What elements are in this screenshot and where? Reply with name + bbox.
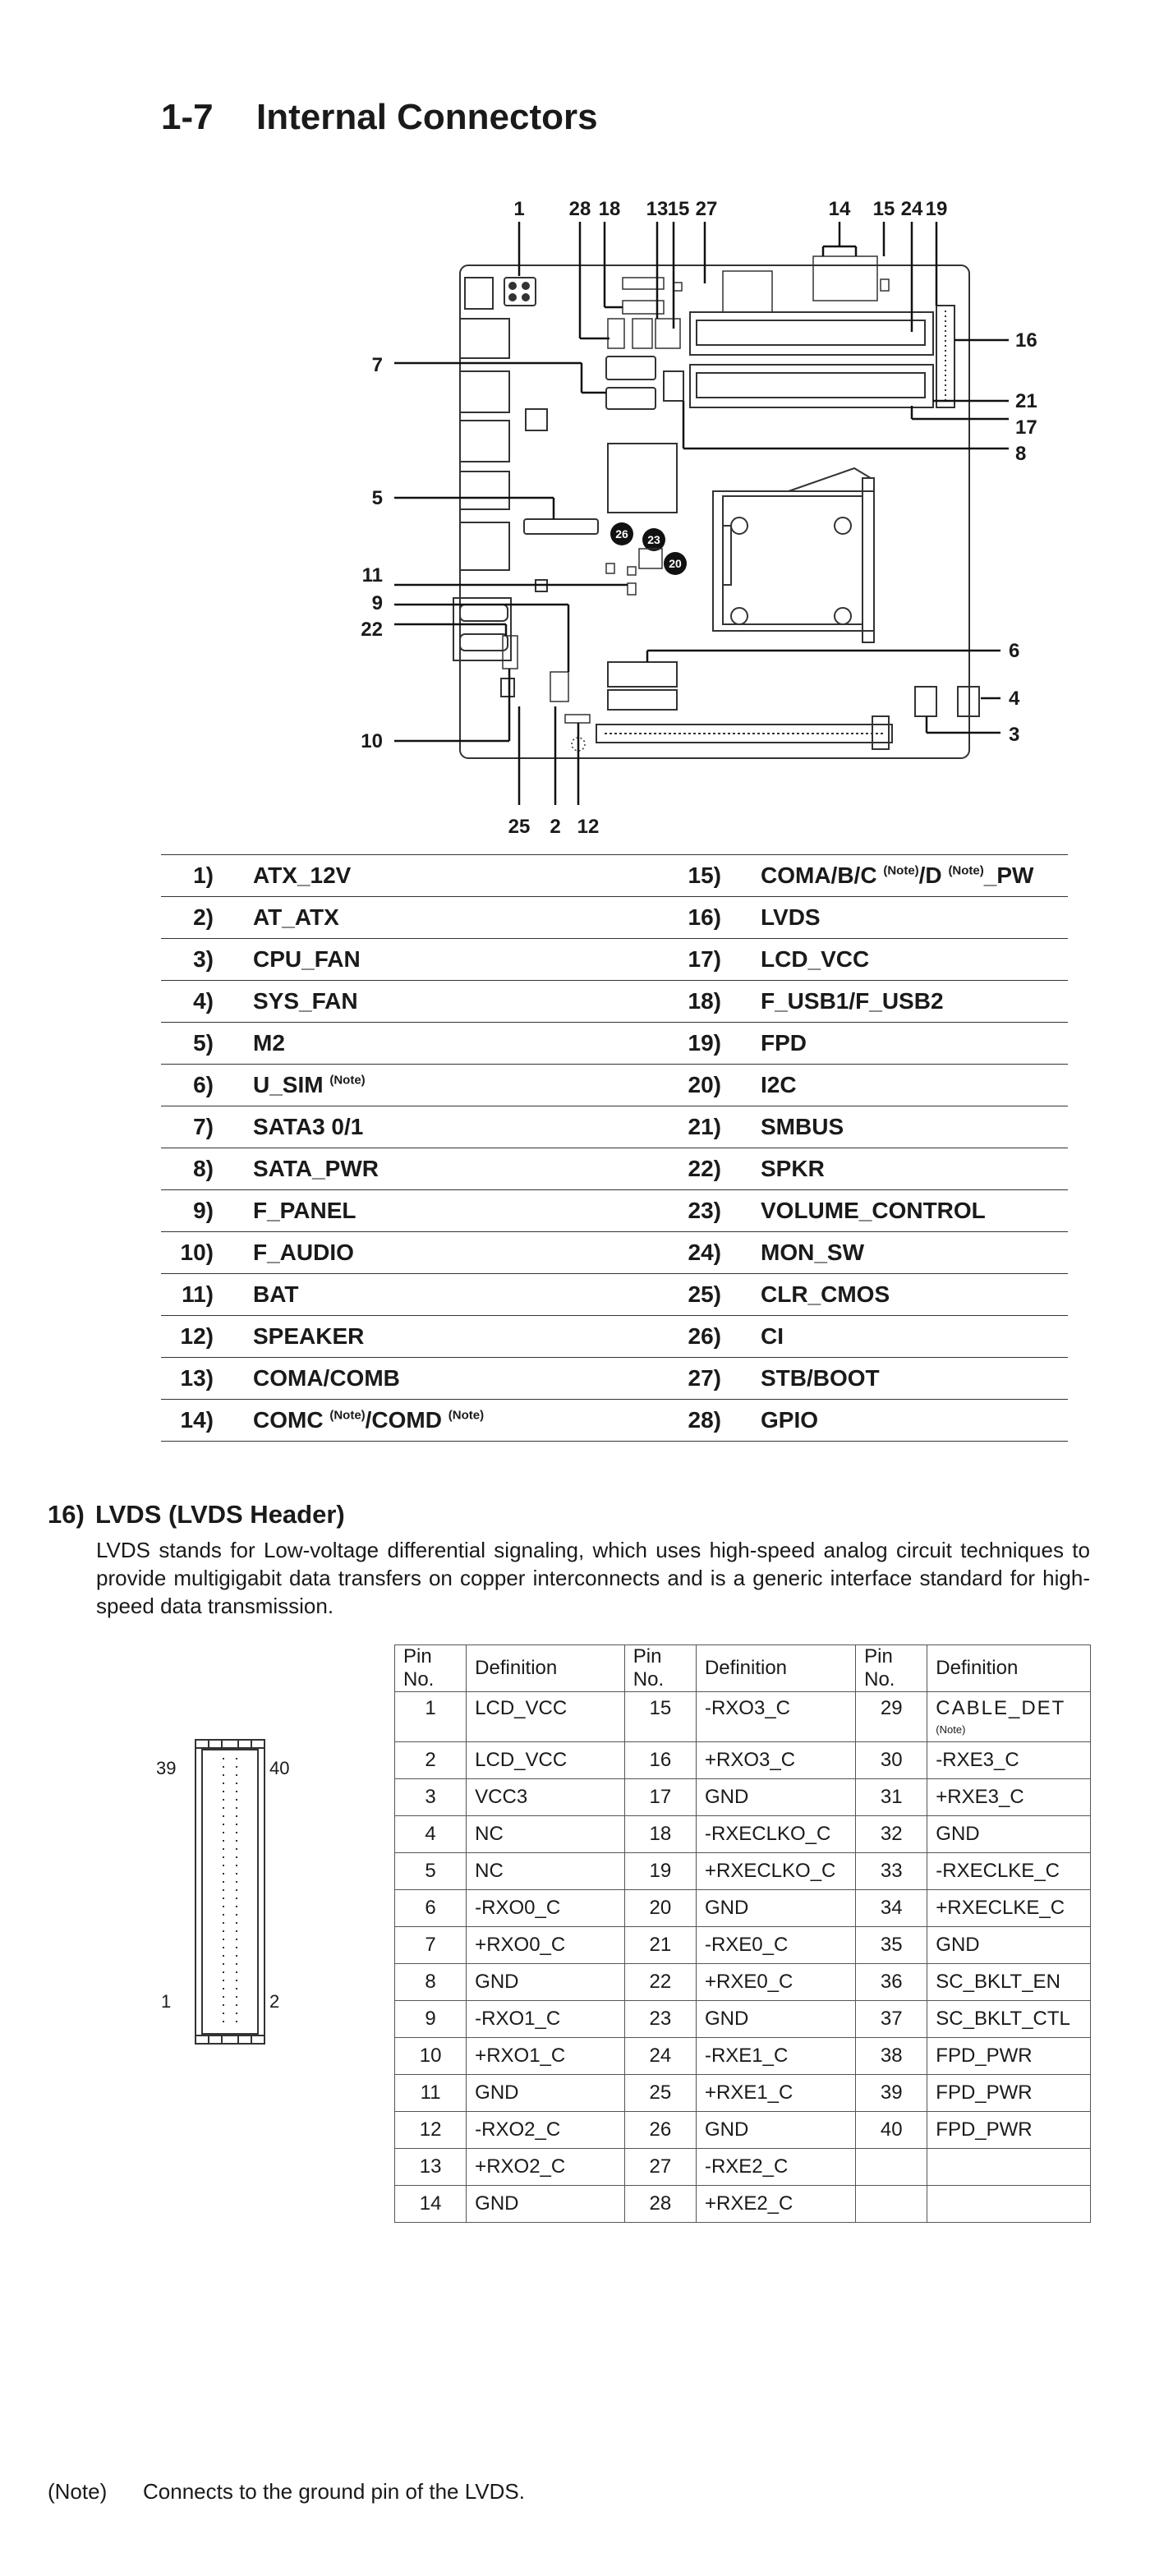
pin-definition-cell: SC_BKLT_CTL [927, 2001, 1091, 2038]
pin-definition-cell: SC_BKLT_EN [927, 1964, 1091, 2001]
pin-number-cell: 2 [395, 1742, 467, 1779]
pin-definition-cell: -RXE1_C [696, 2038, 855, 2075]
pin-definition-cell [927, 2186, 1091, 2223]
pin-number-cell: 24 [624, 2038, 696, 2075]
connector-num: 8) [161, 1148, 253, 1190]
connector-num: 13) [161, 1358, 253, 1400]
connector-name: BAT [253, 1274, 639, 1316]
connector-num: 26) [639, 1316, 761, 1358]
connector-num: 21) [639, 1106, 761, 1148]
connector-name: CLR_CMOS [761, 1274, 1068, 1316]
pin-number-cell: 22 [624, 1964, 696, 2001]
callout-4: 4 [1009, 688, 1020, 710]
pin-definition-cell: GND [696, 2001, 855, 2038]
pin-number-cell: 15 [624, 1692, 696, 1742]
pin-definition-cell: +RXO0_C [467, 1927, 625, 1964]
connector-name: AT_ATX [253, 897, 639, 939]
connector-num: 7) [161, 1106, 253, 1148]
callout-19: 19 [925, 198, 948, 220]
connector-name: VOLUME_CONTROL [761, 1190, 1068, 1232]
connector-list [161, 854, 1068, 1442]
pin-definition-cell [927, 2149, 1091, 2186]
callout-25: 25 [508, 816, 531, 838]
connector-row [161, 1400, 1068, 1442]
pin-number-cell: 13 [395, 2149, 467, 2186]
lvds-description: LVDS stands for Low-voltage differential signaling, which uses high-speed analog circuit techniques to provide multigigabit data transfers on copper interconnects and is a generic interface standard for high-speed data transmission. [96, 1538, 1090, 1618]
pin-number-cell: 39 [856, 2075, 927, 2112]
callout-17: 17 [1015, 416, 1037, 439]
pin-number-cell: 20 [624, 1890, 696, 1927]
col-definition: Definition [696, 1645, 855, 1692]
lvds-pin-label-2: 2 [269, 1991, 280, 2012]
pin-number-cell: 8 [395, 1964, 467, 2001]
callout-11: 11 [361, 564, 383, 586]
connector-row [161, 981, 1068, 1023]
section-heading: Internal Connectors [256, 97, 598, 137]
pin-definition-cell: +RXO1_C [467, 2038, 625, 2075]
pin-definition-cell: GND [696, 1890, 855, 1927]
connector-name: STB/BOOT [761, 1358, 1068, 1400]
connector-name: MON_SW [761, 1232, 1068, 1274]
chipset [526, 409, 677, 591]
callout-15: 15 [872, 198, 895, 220]
pin-table-row [395, 1853, 1091, 1890]
connector-name: COMA/B/C $^{(Note)}$/D $^{(Note)}$_PW [761, 855, 1068, 897]
pin-number-cell [856, 2149, 927, 2186]
pin-definition-cell: -RXECLKO_C [696, 1816, 855, 1853]
connector-name: F_AUDIO [253, 1232, 639, 1274]
pin-table-row [395, 2038, 1091, 2075]
pin-number-cell: 5 [395, 1853, 467, 1890]
pin-definition-cell: -RXE3_C [927, 1742, 1091, 1779]
connector-row [161, 897, 1068, 939]
pin-number-cell: 28 [624, 2186, 696, 2223]
pcie-slot [596, 716, 892, 749]
connector-num: 3) [161, 939, 253, 981]
connector-row [161, 1316, 1068, 1358]
connector-row [161, 1232, 1068, 1274]
lvds-pin-label-1: 1 [161, 1991, 172, 2012]
pin-definition-cell: LCD_VCC [467, 1692, 625, 1742]
connector-row [161, 855, 1068, 897]
pin-definition-cell: -RXECLKE_C [927, 1853, 1091, 1890]
connector-name: SYS_FAN [253, 981, 639, 1023]
pin-number-cell: 33 [856, 1853, 927, 1890]
connector-row [161, 1148, 1068, 1190]
connector-row [161, 939, 1068, 981]
pin-definition-cell: FPD_PWR [927, 2075, 1091, 2112]
pin-definition-cell: +RXO3_C [696, 1742, 855, 1779]
connector-num: 18) [639, 981, 761, 1023]
pin-number-cell: 36 [856, 1964, 927, 2001]
callout-12: 12 [577, 816, 600, 838]
chip-23: 23 [647, 533, 660, 546]
pin-definition-cell: CABLE_DET (Note) [927, 1692, 1091, 1742]
pin-definition-cell: +RXO2_C [467, 2149, 625, 2186]
connector-name: CI [761, 1316, 1068, 1358]
pin-number-cell: 40 [856, 2112, 927, 2149]
footnote-tag: (Note) [48, 2479, 108, 2504]
lvds-pin-table [394, 1644, 1091, 2223]
pin-table-row [395, 1692, 1091, 1742]
connector-name: SATA_PWR [253, 1148, 639, 1190]
connector-num: 16) [639, 897, 761, 939]
connector-name: COMA/COMB [253, 1358, 639, 1400]
connector-name: LCD_VCC [761, 939, 1068, 981]
callout-21: 21 [1015, 390, 1037, 412]
pin-definition-cell: FPD_PWR [927, 2038, 1091, 2075]
connector-name: GPIO [761, 1400, 1068, 1442]
m2-slot [524, 519, 598, 534]
pin-definition-cell: -RXO2_C [467, 2112, 625, 2149]
pin-definition-cell: NC [467, 1853, 625, 1890]
callout-3: 3 [1009, 724, 1020, 746]
callout-9: 9 [371, 592, 383, 614]
lvds-pin-label-40: 40 [269, 1758, 290, 1778]
pin-definition-cell: GND [467, 2186, 625, 2223]
atx-12v-connector [504, 278, 536, 306]
pin-definition-cell: GND [696, 2112, 855, 2149]
pin-table-row [395, 1779, 1091, 1816]
pin-definition-cell: +RXE2_C [696, 2186, 855, 2223]
chip-26: 26 [615, 527, 628, 540]
connector-name: I2C [761, 1065, 1068, 1106]
pin-table-row [395, 2186, 1091, 2223]
connector-name: SPKR [761, 1148, 1068, 1190]
pin-table-header [395, 1645, 1091, 1692]
connector-row [161, 1065, 1068, 1106]
pin-definition-cell: -RXO1_C [467, 2001, 625, 2038]
pin-number-cell: 4 [395, 1816, 467, 1853]
callout-28: 28 [568, 198, 591, 220]
col-definition: Definition [927, 1645, 1091, 1692]
connector-num: 11) [161, 1274, 253, 1316]
pin-definition-cell: -RXO0_C [467, 1890, 625, 1927]
callout-13: 13 [646, 198, 669, 220]
connector-num: 9) [161, 1190, 253, 1232]
col-definition: Definition [467, 1645, 625, 1692]
callout-7: 7 [371, 354, 383, 376]
pin-number-cell: 18 [624, 1816, 696, 1853]
pin-table-row [395, 1816, 1091, 1853]
pin-definition-cell: -RXO3_C [696, 1692, 855, 1742]
footnote [48, 2479, 525, 2505]
connector-row [161, 1106, 1068, 1148]
connector-num: 20) [639, 1065, 761, 1106]
pin-number-cell: 32 [856, 1816, 927, 1853]
pin-number-cell: 29 [856, 1692, 927, 1742]
pin-table-row [395, 1964, 1091, 2001]
connector-num: 28) [639, 1400, 761, 1442]
pin-number-cell: 26 [624, 2112, 696, 2149]
pin-definition-cell: +RXE0_C [696, 1964, 855, 2001]
lvds-pin-label-39: 39 [156, 1758, 177, 1778]
connector-num: 17) [639, 939, 761, 981]
connector-num: 4) [161, 981, 253, 1023]
connector-row [161, 1023, 1068, 1065]
pin-number-cell: 16 [624, 1742, 696, 1779]
callout-10: 10 [361, 730, 383, 752]
callout-5: 5 [371, 487, 383, 509]
connector-row [161, 1190, 1068, 1232]
footnote-text: Connects to the ground pin of the LVDS. [143, 2479, 525, 2504]
callout-18: 18 [598, 198, 621, 220]
col-pin-no: Pin No. [395, 1645, 467, 1692]
u-sim-slot [608, 662, 677, 710]
pin-definition-cell: GND [696, 1779, 855, 1816]
pin-number-cell: 6 [395, 1890, 467, 1927]
pin-number-cell: 25 [624, 2075, 696, 2112]
callout-24: 24 [900, 198, 923, 220]
pin-table-row [395, 2149, 1091, 2186]
lvds-heading-num: 16) [48, 1500, 85, 1529]
chip-20: 20 [669, 557, 682, 570]
pin-number-cell: 7 [395, 1927, 467, 1964]
connector-name: LVDS [761, 897, 1068, 939]
callout-16: 16 [1015, 329, 1037, 352]
connector-name: COMC $^{(Note)}$/COMD $^{(Note)}$ [253, 1400, 639, 1442]
pin-definition-cell: LCD_VCC [467, 1742, 625, 1779]
connector-num: 19) [639, 1023, 761, 1065]
pin-number-cell: 38 [856, 2038, 927, 2075]
connector-name: F_USB1/F_USB2 [761, 981, 1068, 1023]
pin-definition-cell: VCC3 [467, 1779, 625, 1816]
callout-27: 27 [695, 198, 718, 220]
pin-table-row [395, 2075, 1091, 2112]
pin-table-row [395, 2112, 1091, 2149]
pin-definition-cell: -RXE0_C [696, 1927, 855, 1964]
connector-num: 22) [639, 1148, 761, 1190]
connector-name: ATX_12V [253, 855, 639, 897]
callout-6: 6 [1009, 640, 1020, 662]
connector-num: 24) [639, 1232, 761, 1274]
sata-connectors [606, 356, 683, 409]
pin-number-cell: 19 [624, 1853, 696, 1890]
pin-table-row [395, 1927, 1091, 1964]
pin-number-cell: 30 [856, 1742, 927, 1779]
col-pin-no: Pin No. [856, 1645, 927, 1692]
board-outline [460, 265, 969, 758]
pin-definition-cell: GND [467, 2075, 625, 2112]
pin-definition-cell: GND [927, 1816, 1091, 1853]
memory-slots [690, 312, 933, 407]
pin-number-cell: 1 [395, 1692, 467, 1742]
connector-name: SATA3 0/1 [253, 1106, 639, 1148]
pin-definition-cell: GND [927, 1927, 1091, 1964]
pin-number-cell: 21 [624, 1927, 696, 1964]
connector-num: 5) [161, 1023, 253, 1065]
pin-definition-cell: +RXE3_C [927, 1779, 1091, 1816]
connector-name: SPEAKER [253, 1316, 639, 1358]
pin-number-cell: 27 [624, 2149, 696, 2186]
connector-num: 1) [161, 855, 253, 897]
callout-1: 1 [513, 198, 525, 220]
connector-num: 6) [161, 1065, 253, 1106]
connector-row [161, 1358, 1068, 1400]
motherboard-diagram [0, 0, 1150, 854]
pin-definition-cell: GND [467, 1964, 625, 2001]
top-header-cluster [608, 256, 889, 348]
connector-num: 23) [639, 1190, 761, 1232]
connector-num: 12) [161, 1316, 253, 1358]
pin-number-cell: 35 [856, 1927, 927, 1964]
connector-num: 15) [639, 855, 761, 897]
pin-number-cell: 11 [395, 2075, 467, 2112]
lvds-connector [936, 306, 954, 407]
pin-number-cell: 3 [395, 1779, 467, 1816]
connector-name: M2 [253, 1023, 639, 1065]
connector-num: 14) [161, 1400, 253, 1442]
connector-name: F_PANEL [253, 1190, 639, 1232]
lvds-heading [48, 1500, 345, 1530]
connector-name: CPU_FAN [253, 939, 639, 981]
connector-row [161, 1274, 1068, 1316]
connector-num: 2) [161, 897, 253, 939]
pin-definition-cell: +RXECLKO_C [696, 1853, 855, 1890]
lower-left-headers [503, 636, 590, 751]
cpu-socket [713, 468, 874, 642]
callout-15-top: 15 [667, 198, 690, 220]
pin-number-cell: 23 [624, 2001, 696, 2038]
callout-2: 2 [550, 816, 561, 838]
connector-name: U_SIM $^{(Note)}$ [253, 1065, 639, 1106]
pin-number-cell: 37 [856, 2001, 927, 2038]
callout-8: 8 [1015, 443, 1027, 465]
connector-num: 10) [161, 1232, 253, 1274]
pin-table-row [395, 1742, 1091, 1779]
lvds-heading-text: LVDS (LVDS Header) [95, 1500, 345, 1529]
connector-num: 25) [639, 1274, 761, 1316]
pin-definition-cell: +RXECLKE_C [927, 1890, 1091, 1927]
pin-table-row [395, 1890, 1091, 1927]
callout-22: 22 [361, 619, 383, 641]
callout-14: 14 [828, 198, 851, 220]
connector-num: 27) [639, 1358, 761, 1400]
pin-definition-cell: FPD_PWR [927, 2112, 1091, 2149]
pin-table-row [395, 2001, 1091, 2038]
connector-name: FPD [761, 1023, 1068, 1065]
pin-number-cell: 10 [395, 2038, 467, 2075]
pin-number-cell: 12 [395, 2112, 467, 2149]
pin-definition-cell: -RXE2_C [696, 2149, 855, 2186]
pin-number-cell: 34 [856, 1890, 927, 1927]
pin-number-cell [856, 2186, 927, 2223]
pin-definition-cell: NC [467, 1816, 625, 1853]
pin-definition-cell: +RXE1_C [696, 2075, 855, 2112]
pin-number-cell: 17 [624, 1779, 696, 1816]
pin-number-cell: 31 [856, 1779, 927, 1816]
section-number: 1-7 [161, 97, 214, 137]
connector-name: SMBUS [761, 1106, 1068, 1148]
pin-number-cell: 9 [395, 2001, 467, 2038]
pin-number-cell: 14 [395, 2186, 467, 2223]
col-pin-no: Pin No. [624, 1645, 696, 1692]
